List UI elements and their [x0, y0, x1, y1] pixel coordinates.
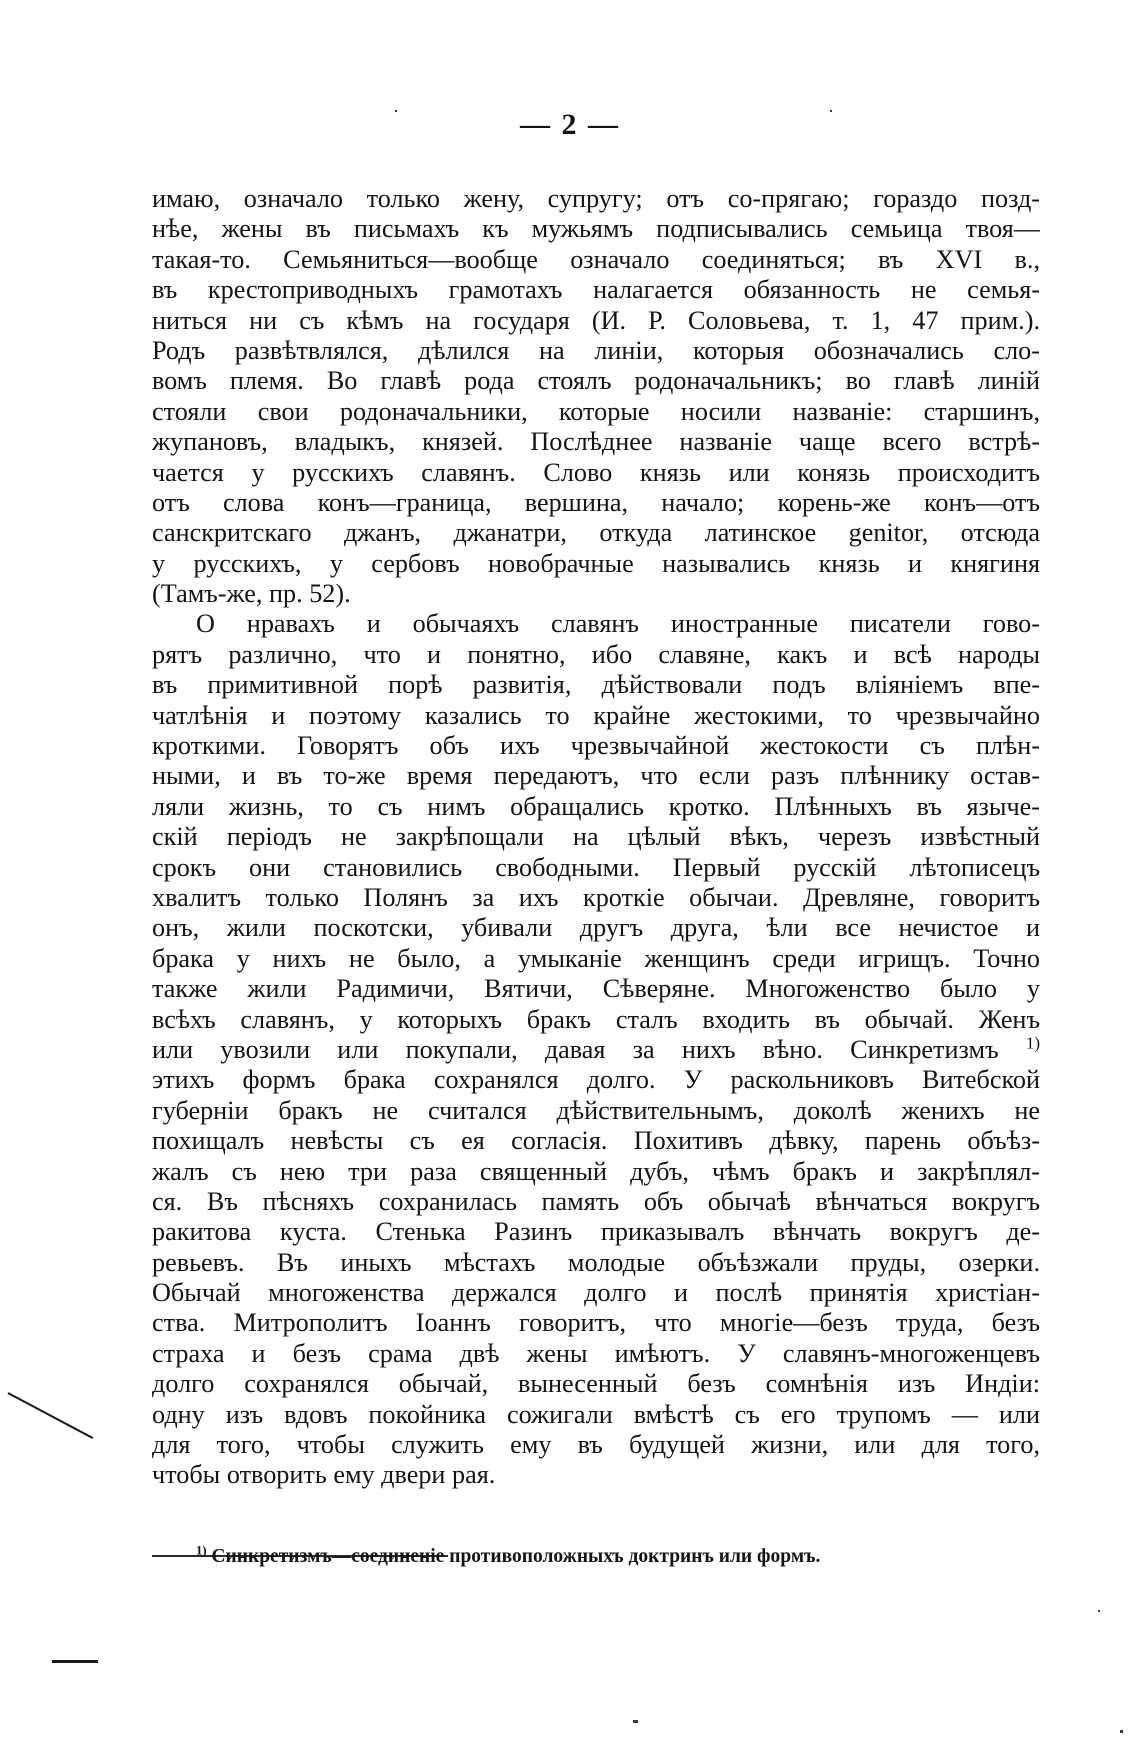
- text-line: чтобы отворить ему двери рая.: [152, 1460, 496, 1490]
- footnote-text: Синкретизмъ—соединеніе противоположныхъ доктринъ или формъ.: [211, 1546, 821, 1567]
- paragraph-1: [152, 184, 1040, 609]
- text-line: для того, чтобы служить ему въ будущей жизни, или для того,: [152, 1430, 1040, 1460]
- footnote: [196, 1545, 820, 1569]
- text-line: ляли жизнь, то съ нимъ обращались кротко. Плѣнныхъ въ языче-: [152, 791, 1040, 821]
- text-line: также жили Радимичи, Вятичи, Сѣверяне. Многоженство было у: [152, 974, 1040, 1004]
- text-line: хвалитъ только Полянъ за ихъ кроткіе обычаи. Древляне, говоритъ: [152, 882, 1040, 912]
- text-line: долго сохранялся обычай, вынесенный безъ сомнѣнія изъ Индіи:: [152, 1369, 1040, 1399]
- text-line: имаю, означало только жену, супругу; отъ со-прягаю; гораздо позд-: [152, 184, 1040, 213]
- text-line: чается у русскихъ славянъ. Слово князь или конязь происходитъ: [152, 457, 1040, 487]
- text-line: стояли свои родоначальники, которые носили названіе: старшинъ,: [152, 396, 1040, 426]
- text-line: въ примитивной порѣ развитія, дѣйствовали подъ вліяніемъ впе-: [152, 670, 1040, 700]
- text-line: страха и безъ срама двѣ жены имѣютъ. У славянъ-многоженцевъ: [152, 1338, 1040, 1368]
- page-number: — 2 —: [520, 108, 620, 141]
- text-line: губерніи бракъ не считался дѣйствительнымъ, доколѣ женихъ не: [152, 1095, 1040, 1125]
- text-line: такая-то. Семьяниться—вообще означало соединяться; въ XVI в.,: [152, 244, 1040, 274]
- text-line: похищалъ невѣсты съ ея согласія. Похитивъ дѣвку, парень объѣз-: [152, 1126, 1040, 1156]
- text-line: ства. Митрополитъ Іоаннъ говоритъ, что многіе—безъ труда, безъ: [152, 1308, 1040, 1338]
- text-line: ракитова куста. Стенька Разинъ приказывалъ вѣнчать вокругъ де-: [152, 1217, 1040, 1247]
- text-line: этихъ формъ брака сохранялся долго. У раскольниковъ Витебской: [152, 1065, 1040, 1095]
- text-line-with-footnote-ref: [152, 1035, 1040, 1065]
- scan-mark: [8, 1392, 94, 1439]
- text-line: ными, и въ то-же время передаютъ, что если разъ плѣннику остав-: [152, 761, 1040, 791]
- text-line: санскритскаго джанъ, джанатри, откуда латинское genitor, отсюда: [152, 518, 1040, 548]
- text-line: вомъ племя. Во главѣ рода стоялъ родоначальникъ; во главѣ линій: [152, 366, 1040, 396]
- paragraph-2: [152, 609, 1040, 1490]
- text-line: онъ, жили поскотски, убивали другъ друга, ѣли все нечистое и: [152, 913, 1040, 943]
- text-line: брака у нихъ не было, а умыканіе женщинъ среди игрищъ. Точно: [152, 943, 1040, 973]
- text-line: жалъ съ нею три раза священный дубъ, чѣмъ бракъ и закрѣплял-: [152, 1156, 1040, 1186]
- text-line: одну изъ вдовъ покойника сожигали вмѣстѣ съ его трупомъ — или: [152, 1399, 1040, 1429]
- footnote-reference[interactable]: 1): [1025, 1034, 1040, 1053]
- text-line: ся. Въ пѣсняхъ сохранилась память объ обычаѣ вѣнчаться вокругъ: [152, 1186, 1040, 1216]
- footnote-marker: 1): [196, 1543, 207, 1558]
- text-line-content: или увозили или покупали, давая за нихъ вѣно. Синкретизмъ: [152, 1034, 999, 1064]
- scan-speck: [830, 110, 832, 112]
- scan-speck: [1098, 1610, 1100, 1612]
- scan-speck: [395, 110, 397, 112]
- text-line: нѣе, жены въ письмахъ къ мужьямъ подписывались семьица твоя—: [152, 214, 1040, 244]
- text-line: скій періодъ не закрѣпощали на цѣлый вѣкъ, черезъ извѣстный: [152, 822, 1040, 852]
- text-line: Обычай многоженства держался долго и послѣ принятія христіан-: [152, 1278, 1040, 1308]
- text-line: О нравахъ и обычаяхъ славянъ иностранные писатели гово-: [196, 609, 1040, 639]
- text-line: срокъ они становились свободными. Первый русскій лѣтописецъ: [152, 852, 1040, 882]
- text-line: чатлѣнія и поэтому казались то крайне жестокими, то чрезвычайно: [152, 700, 1040, 730]
- text-line: жупановъ, владыкъ, князей. Послѣднее названіе чаще всего встрѣ-: [152, 427, 1040, 457]
- text-line: всѣхъ славянъ, у которыхъ бракъ сталъ входить въ обычай. Женъ: [152, 1004, 1040, 1034]
- text-line: ниться ни съ кѣмъ на государя (И. Р. Соловьева, т. 1, 47 прим.).: [152, 305, 1040, 335]
- text-line: (Тамъ-же, пр. 52).: [152, 579, 351, 609]
- text-line: кроткими. Говорятъ объ ихъ чрезвычайной жестокости съ плѣн-: [152, 731, 1040, 761]
- text-line: въ крестоприводныхъ грамотахъ налагается обязанность не семья-: [152, 275, 1040, 305]
- text-line: Родъ развѣтвлялся, дѣлился на линіи, которыя обозначались сло-: [152, 335, 1040, 365]
- text-line: рятъ различно, что и понятно, ибо славяне, какъ и всѣ народы: [152, 639, 1040, 669]
- scan-mark: [52, 1660, 98, 1663]
- text-line: отъ слова конъ—граница, вершина, начало; корень-же конъ—отъ: [152, 487, 1040, 517]
- main-text: [152, 184, 1040, 1491]
- text-line: у русскихъ, у сербовъ новобрачные назывались князь и княгиня: [152, 548, 1040, 578]
- scan-speck: [633, 1720, 638, 1723]
- scan-speck: [1120, 1730, 1123, 1733]
- text-line: ревьевъ. Въ иныхъ мѣстахъ молодые объѣзжали пруды, озерки.: [152, 1247, 1040, 1277]
